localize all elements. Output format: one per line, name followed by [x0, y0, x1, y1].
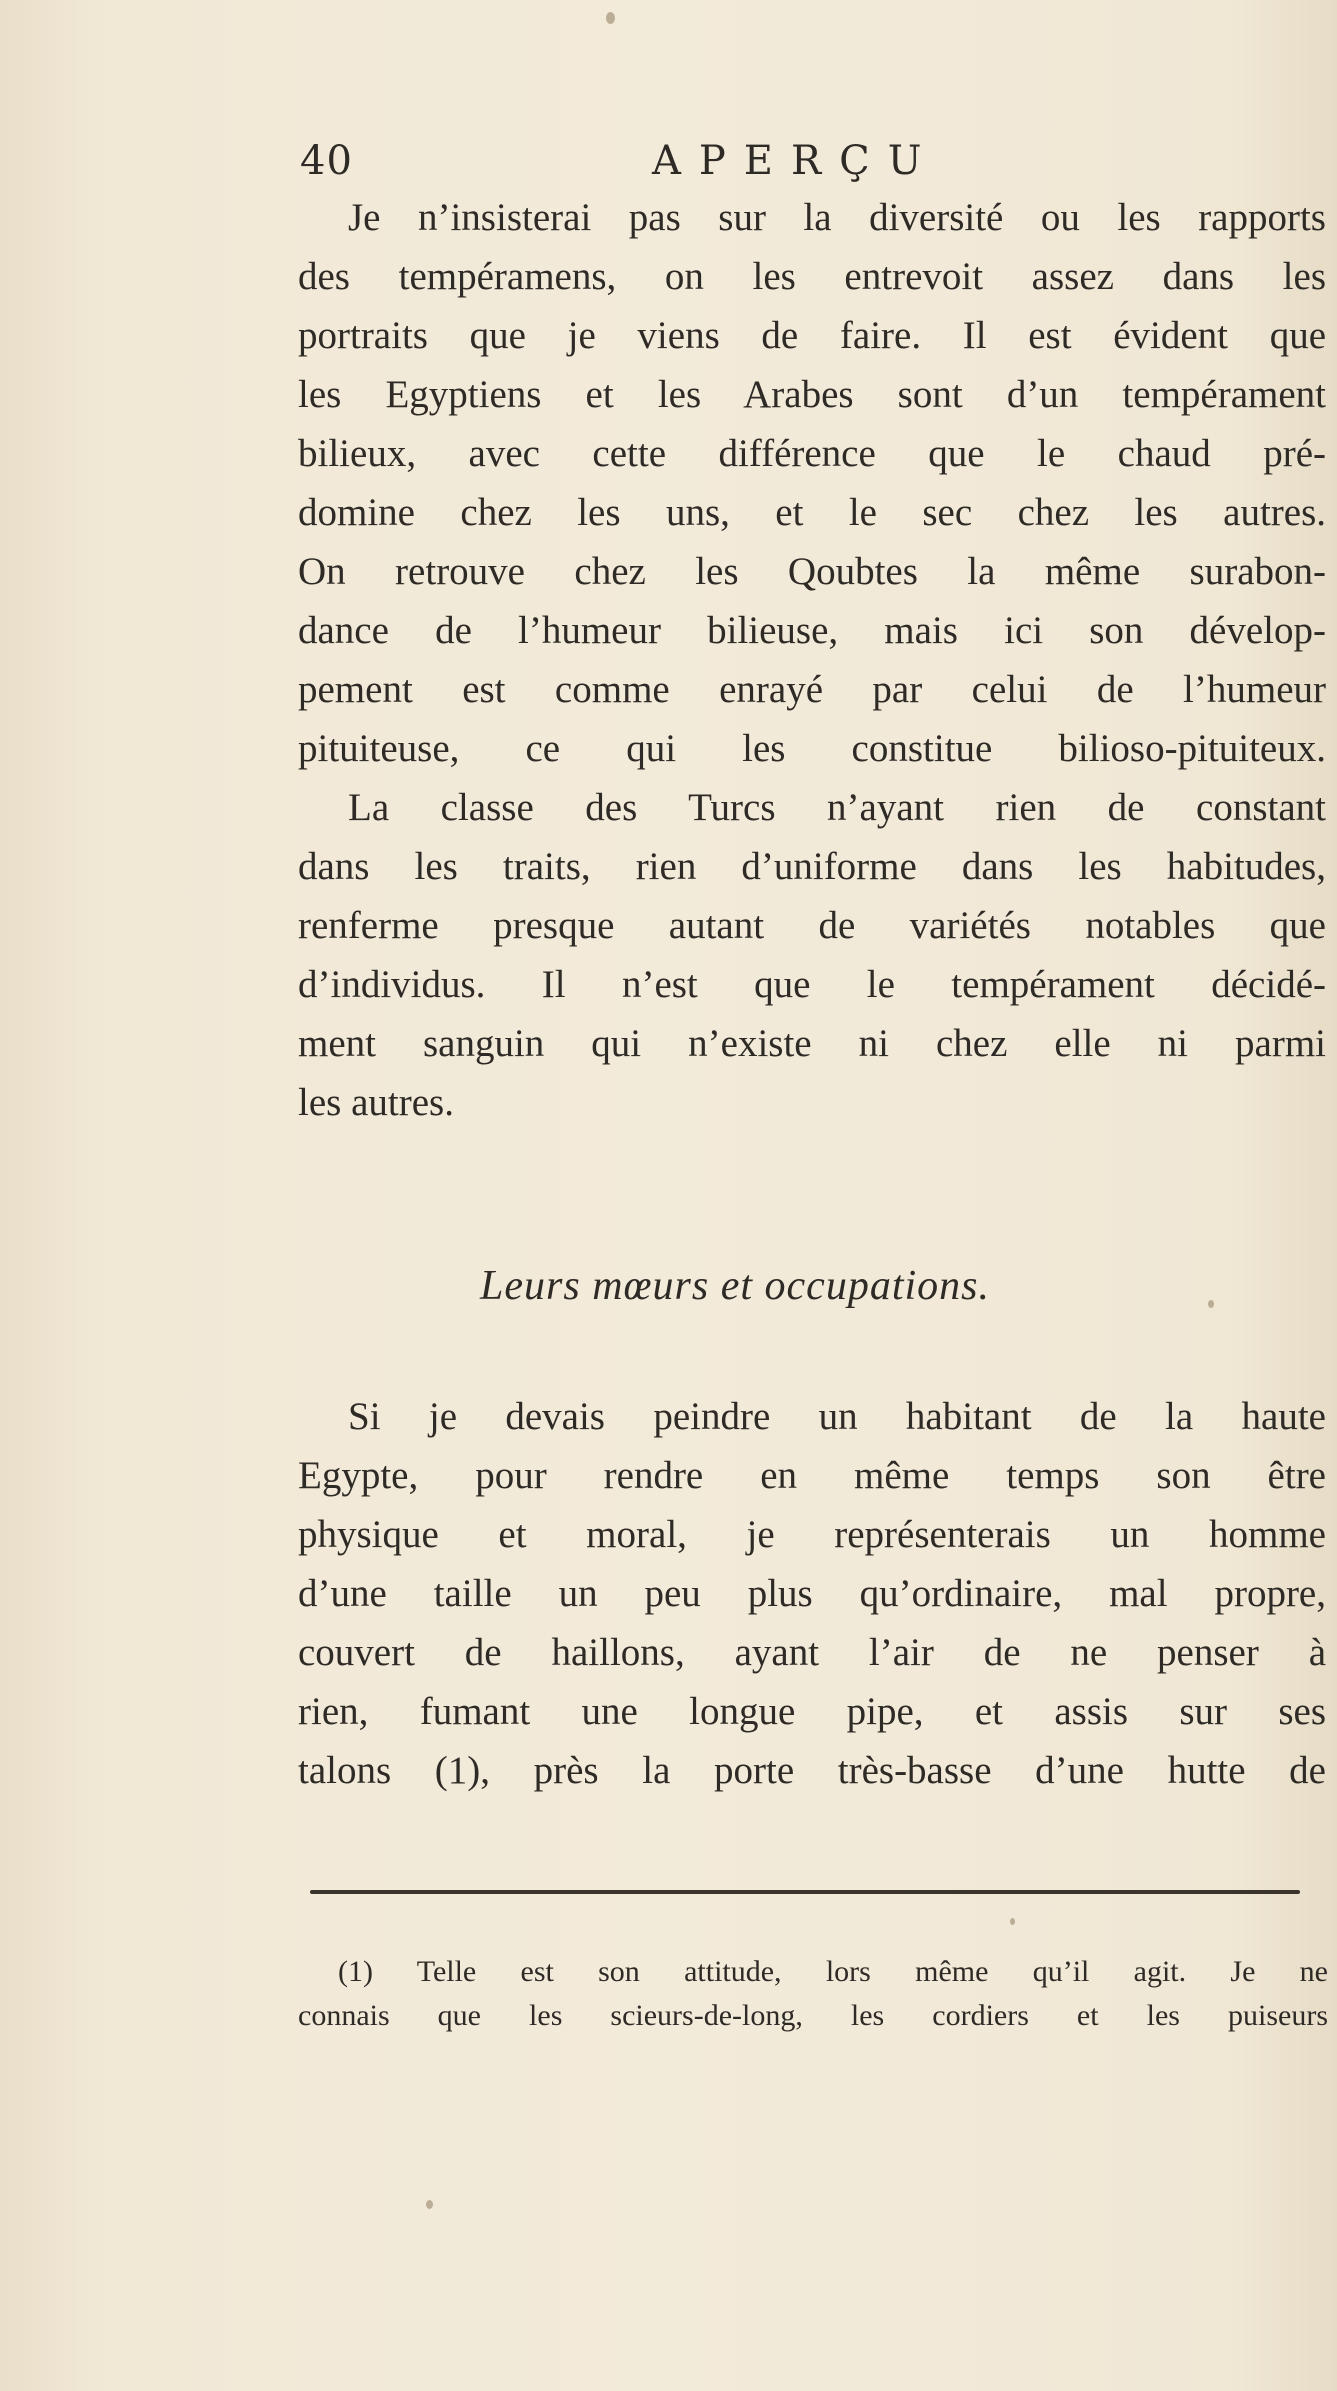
text-line: renferme presque autant de variétés notables que — [298, 904, 1326, 947]
text-line: La classe des Turcs n’ayant rien de constant — [348, 786, 1326, 829]
footnote-rule — [310, 1890, 1300, 1894]
paragraph-temperaments — [298, 188, 1326, 1132]
paragraph-habitant — [298, 1387, 1326, 1800]
text-line: des tempéramens, on les entrevoit assez dans les — [298, 255, 1326, 298]
paper-spot — [606, 12, 615, 24]
section-heading: Leurs mœurs et occupations. — [480, 1263, 990, 1309]
paper-spot — [426, 2200, 433, 2209]
footnote-line: connais que les scieurs-de-long, les cordiers et les puiseurs — [298, 1999, 1328, 2032]
text-line: dans les traits, rien d’uniforme dans les habitudes, — [298, 845, 1326, 888]
text-line: Egypte, pour rendre en même temps son être — [298, 1454, 1326, 1497]
text-line: portraits que je viens de faire. Il est évident que — [298, 314, 1326, 357]
paper-spot — [1208, 1300, 1214, 1308]
page-number: 40 — [300, 138, 353, 184]
text-line: talons (1), près la porte très-basse d’une hutte de — [298, 1749, 1326, 1792]
running-head: APERÇU — [652, 138, 940, 184]
text-line: couvert de haillons, ayant l’air de ne penser à — [298, 1631, 1326, 1674]
text-line: domine chez les uns, et le sec chez les autres. — [298, 491, 1326, 534]
text-line: pement est comme enrayé par celui de l’humeur — [298, 668, 1326, 711]
page-header — [300, 138, 980, 188]
text-line: d’une taille un peu plus qu’ordinaire, mal propre, — [298, 1572, 1326, 1615]
text-line: Si je devais peindre un habitant de la haute — [348, 1395, 1326, 1438]
text-line: pituiteuse, ce qui les constitue bilioso-pituiteux. — [298, 727, 1326, 770]
text-line: rien, fumant une longue pipe, et assis sur ses — [298, 1690, 1326, 1733]
text-line: On retrouve chez les Qoubtes la même surabon- — [298, 550, 1326, 593]
paper-spot — [1010, 1918, 1015, 1925]
text-line: physique et moral, je représenterais un homme — [298, 1513, 1326, 1556]
text-line: les autres. — [298, 1081, 454, 1124]
text-line: les Egyptiens et les Arabes sont d’un tempérament — [298, 373, 1326, 416]
footnote-line: (1) Telle est son attitude, lors même qu’il agit. Je ne — [338, 1955, 1328, 1988]
text-line: dance de l’humeur bilieuse, mais ici son dévelop- — [298, 609, 1326, 652]
text-line: ment sanguin qui n’existe ni chez elle ni parmi — [298, 1022, 1326, 1065]
text-line: Je n’insisterai pas sur la diversité ou les rapports — [348, 196, 1326, 239]
footnote — [298, 1950, 1328, 2038]
text-line: d’individus. Il n’est que le tempérament décidé- — [298, 963, 1326, 1006]
text-line: bilieux, avec cette différence que le chaud pré- — [298, 432, 1326, 475]
